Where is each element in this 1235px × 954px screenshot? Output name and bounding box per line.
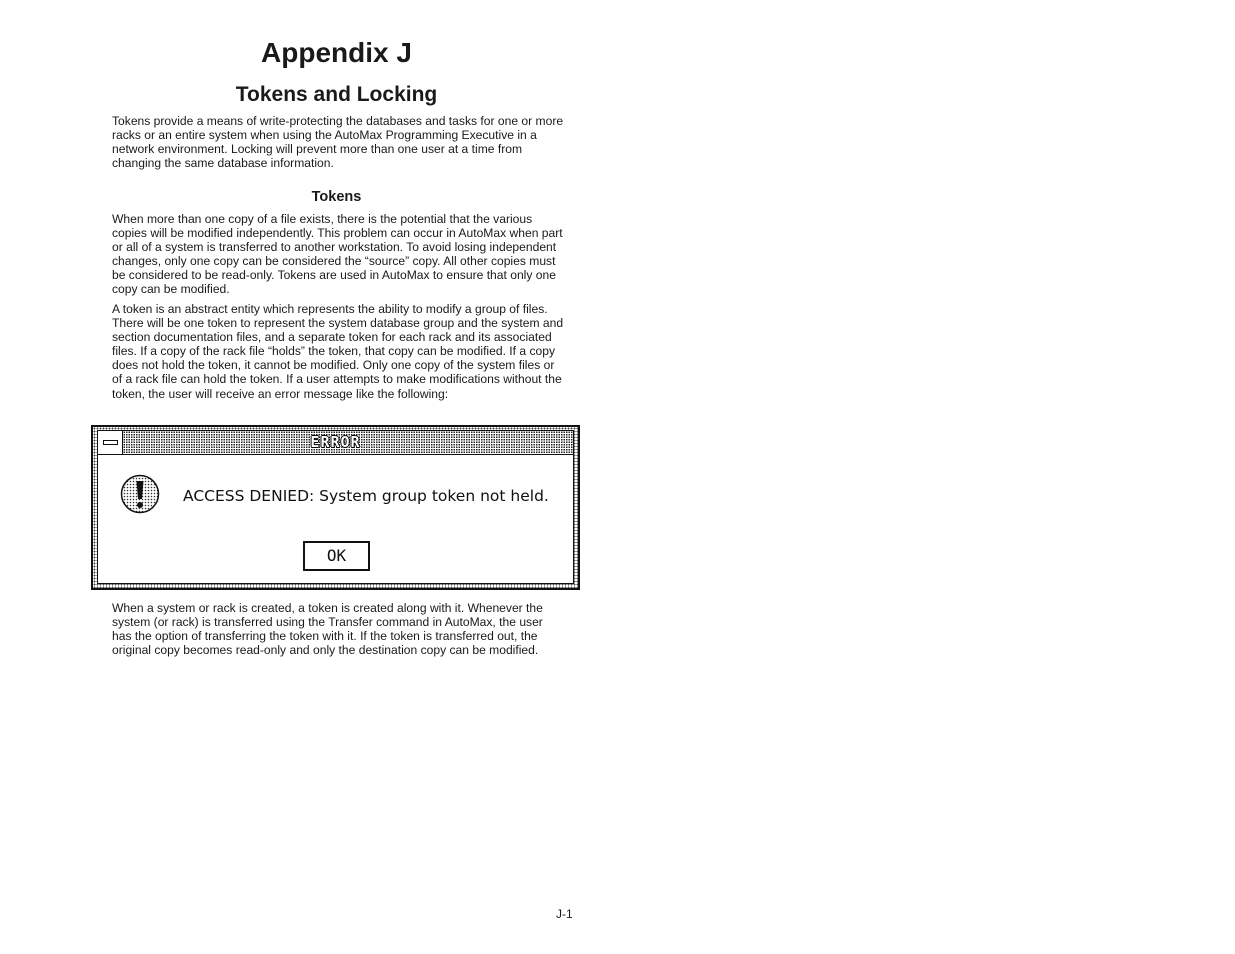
- section-title: Tokens and Locking: [235, 83, 438, 106]
- error-message: ACCESS DENIED: System group token not held.: [183, 487, 549, 505]
- tokens-heading: Tokens: [311, 189, 362, 205]
- error-dialog-body: [97, 430, 574, 584]
- system-menu-icon: [103, 440, 118, 445]
- page-number: J-1: [556, 907, 573, 921]
- tokens-paragraph-1: When more than one copy of a file exists, there is the potential that the various copies will be modified independently. This problem can occur in AutoMax when part or all of a system is transferred to another workstation. To avoid losing independent changes, only one copy can be considered the “source” copy. All other copies must be considered to be read-only. Tokens are used in AutoMax to ensure that only one copy can be modified.: [112, 212, 563, 297]
- exclamation-icon: [120, 474, 160, 514]
- after-dialog-paragraph: When a system or rack is created, a token is created along with it. Whenever the system (or rack) is transferred using the Transfer command in AutoMax, the user has the option of transferring the token with it. If the token is transferred out, the original copy becomes read-only and only the destination copy can be modified.: [112, 601, 543, 658]
- system-menu-button[interactable]: [98, 431, 123, 454]
- dialog-titlebar: [98, 431, 573, 455]
- dialog-title: ERROR: [310, 433, 361, 451]
- tokens-paragraph-2: A token is an abstract entity which represents the ability to modify a group of files. There will be one token to represent the system database group and the system and section documentation files, and a separate token for each rack and its associated files. If a copy of the rack file “holds” the token, that copy can be modified. If a copy does not hold the token, it cannot be modified. Only one copy of the system files or of a rack file can hold the token. If a user attempts to make modifications without the token, the user will receive an error message like the following:: [112, 302, 564, 401]
- page-title: Appendix J: [261, 37, 412, 68]
- intro-paragraph: Tokens provide a means of write-protecting the databases and tasks for one or more racks or an entire system when using the AutoMax Programming Executive in a network environment. Locking will prevent more than one user at a time from changing the same database information.: [112, 114, 564, 171]
- ok-button[interactable]: OK: [303, 541, 370, 571]
- error-dialog: [91, 425, 580, 590]
